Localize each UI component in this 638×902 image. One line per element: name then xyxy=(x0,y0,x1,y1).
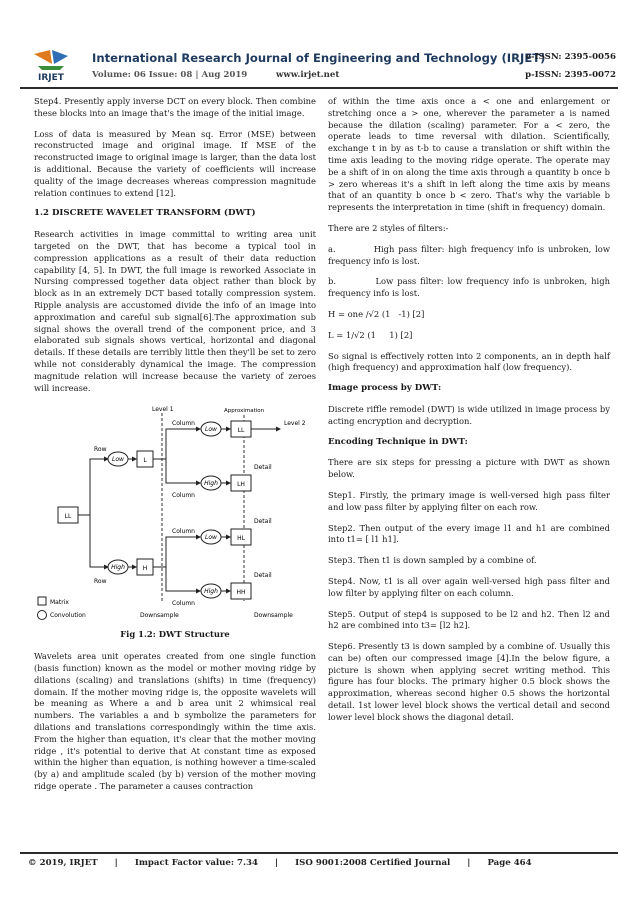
step-3: Step3. Then t1 is down sampled by a combine of. xyxy=(328,555,537,566)
high-filter-col-1-label: High xyxy=(204,480,218,488)
footer-iso: ISO 9001:2008 Certified Journal xyxy=(295,858,451,868)
column-label-2: Column xyxy=(172,492,195,500)
step-2: Step2. Then output of the every image l1 and h1 are combined into t1= [ l1 h1]. xyxy=(328,522,610,545)
eissn: e-ISSN: 2395-0056 xyxy=(525,52,616,62)
equation-l: L = 1/√2 (1 1) [2] xyxy=(328,329,413,340)
journal-volume: Volume: 06 Issue: 08 | Aug 2019 xyxy=(92,70,248,80)
step-6: Step6. Presently t3 is down sampled by a combine of. Usually this can be) often our compressed image [4].In the below figure, a picture is shown when applying secret writing method. This figure has four blocks. The primary higher 0.5 block shows the approximation, whereas second higher 0.5 shows the horizontal detail. 1st lower level block shows the vertical detail and second lower level block shows the diagonal detail. xyxy=(328,641,610,722)
left-column xyxy=(34,96,316,802)
step-5: Step5. Output of step4 is supposed to be l2 and h2. Then l2 and h2 are combined into t3= [l2 h2]. xyxy=(328,608,610,631)
right-paragraph-6: Discrete riffle remodel (DWT) is wide utilized in image process by acting encryption and decryption. xyxy=(328,403,610,426)
downsample-label-1: Downsample xyxy=(140,612,179,620)
right-paragraph-5: So signal is effectively rotten into 2 components, an in depth half (high frequency) and approximation half (low frequency). xyxy=(328,350,610,373)
level-1-label: Level 1 xyxy=(152,406,174,414)
page-footer: © 2019, IRJET | Impact Factor value: 7.34 | ISO 9001:2008 Certified Journal | Page 464 xyxy=(28,858,532,868)
left-paragraph-4: Wavelets area unit operates created from one single function (basis function) known as the model or mother moving ridge by dilations (scaling) and translations (shifts) in time (frequency) domain. If the mother moving ridge is, the opposite wavelets will be meaning as Where a and b area unit 2 whimsical real numbers. The variables a and b symbolize the parameters for dilations and translations correspondingly within the time axis. From the higher than equation, it's clear that the mother moving ridge , it's potential to derive that At constant time as exposed within the higher than equation, is nothing however a time-scaled (by a) and amplitude scaled (by b) version of the mother moving ridge operate . The parameter a causes contraction xyxy=(34,651,316,791)
logo-text: IRJET xyxy=(38,73,64,82)
heading-encoding: Encoding Technique in DWT: xyxy=(328,436,468,447)
approximation-label: Approximation xyxy=(224,408,265,415)
right-paragraph-7: There are six steps for pressing a picture with DWT as shown below. xyxy=(328,457,610,480)
column-label-4: Column xyxy=(172,600,195,608)
legend-matrix-label: Matrix xyxy=(50,599,69,607)
low-filter-row-label: Low xyxy=(112,456,124,464)
right-column xyxy=(328,96,613,733)
downsample-label-2: Downsample xyxy=(254,612,293,620)
lh-output-label: LH xyxy=(237,481,245,489)
right-paragraph-low-pass: b. Low pass filter: low frequency info is unbroken, high frequency info is lost. xyxy=(328,276,613,299)
hl-output-label: HL xyxy=(237,535,245,543)
section-heading-dwt: 1.2 DISCRETE WAVELET TRANSFORM (DWT) xyxy=(34,208,256,219)
figure-caption: Fig 1.2: DWT Structure xyxy=(120,629,230,640)
left-paragraph-1: Step4. Presently apply inverse DCT on every block. Then combine these blocks into an image that's the image of the initial image. xyxy=(34,96,316,118)
right-paragraph-1: of within the time axis once a < one and enlargement or stretching once a > one, wherever the parameter a is named because the dilation (scaling) parameter. For a < zero, the operate leads to time reversal with dilation. Scientifically, exchange t in by as t-b to cause a translation or shift within the time axis leading to the moving ridge operate. The operate may be a shift of in on along the time axis through a quantity b once b > zero whereas it's a shift in left along the time axis by means that of an quantity b once b < zero. That's why the variable b represents the interpretation in time (shift in frequency) domain. xyxy=(328,96,610,213)
high-filter-col-2-label: High xyxy=(204,588,218,596)
journal-title: International Research Journal of Engineering and Technology (IRJET) xyxy=(92,51,546,65)
detail-label-3: Detail xyxy=(254,572,272,580)
heading-image-process: Image process by DWT: xyxy=(328,383,442,394)
ll-output-label: LL xyxy=(237,427,245,435)
page-header xyxy=(0,0,638,86)
low-filter-col-2-label: Low xyxy=(205,534,217,542)
high-filter-row-label: High xyxy=(111,564,125,572)
detail-label-2: Detail xyxy=(254,518,272,526)
column-label-3: Column xyxy=(172,528,195,536)
step-4: Step4. Now, t1 is all over again well-versed high pass filter and low filter by applying filter on each column. xyxy=(328,575,610,598)
irjet-logo xyxy=(30,48,72,82)
dwt-structure-figure xyxy=(34,403,316,623)
equation-h: H = one /√2 (1 -1) [2] xyxy=(328,308,425,319)
legend-matrix-swatch xyxy=(38,597,46,605)
left-paragraph-2: Loss of data is measured by Mean sq. Error (MSE) between reconstructed image and original image. If MSE of the reconstructed image to original image is larger, than the data lost is additional. Because the variety of coefficients will increase quality of the image decreases whereas compression magnitude relation continues to extend [12]. xyxy=(34,128,316,198)
h-label: H xyxy=(142,565,148,573)
input-ll-label: LL xyxy=(64,513,72,521)
right-paragraph-2: There are 2 styles of filters:- xyxy=(328,222,449,233)
footer-divider xyxy=(20,852,618,854)
footer-copyright: © 2019, IRJET xyxy=(28,858,98,868)
pissn: p-ISSN: 2395-0072 xyxy=(525,70,616,80)
journal-website[interactable]: www.irjet.net xyxy=(276,70,340,80)
step-1: Step1. Firstly, the primary image is well-versed high pass filter and low pass filter by applying filter on each row. xyxy=(328,489,610,512)
low-filter-col-1-label: Low xyxy=(205,426,217,434)
detail-label-1: Detail xyxy=(254,464,272,472)
row-label-bottom: Row xyxy=(94,578,107,586)
legend-convolution-swatch xyxy=(38,611,47,620)
footer-impact: Impact Factor value: 7.34 xyxy=(134,858,258,868)
level-2-label: Level 2 xyxy=(284,420,306,428)
legend-convolution-label: Convolution xyxy=(50,612,86,620)
left-paragraph-3: Research activities in image committal to writing area unit targeted on the DWT, that has become a typical tool in compression applications as a result of their data reduction capability [4, 5]. In DWT, the full image is reworked Associate in Nursing compressed together data object rather than block by block as in an extremely DCT based totally compression system. Ripple analysis are accustomed divide the info of an image into approximation and careful sub signal[6].The approximation sub signal shows the overall trend of the component price, and 3 elaborated sub signals shows vertical, horizontal and diagonal details. If these details are terribly little then they'll be set to zero while not considerably dynamical the image. The compression magnitude relation will increase because the variety of zeroes will increase. xyxy=(34,229,316,393)
footer-page: Page 464 xyxy=(487,858,532,868)
header-divider xyxy=(20,87,618,89)
row-label-top: Row xyxy=(94,446,107,454)
l-label: L xyxy=(143,457,147,465)
right-paragraph-high-pass: a. High pass filter: high frequency info is unbroken, low frequency info is lost. xyxy=(328,243,613,266)
column-label-1: Column xyxy=(172,420,195,428)
hh-output-label: HH xyxy=(236,589,246,597)
